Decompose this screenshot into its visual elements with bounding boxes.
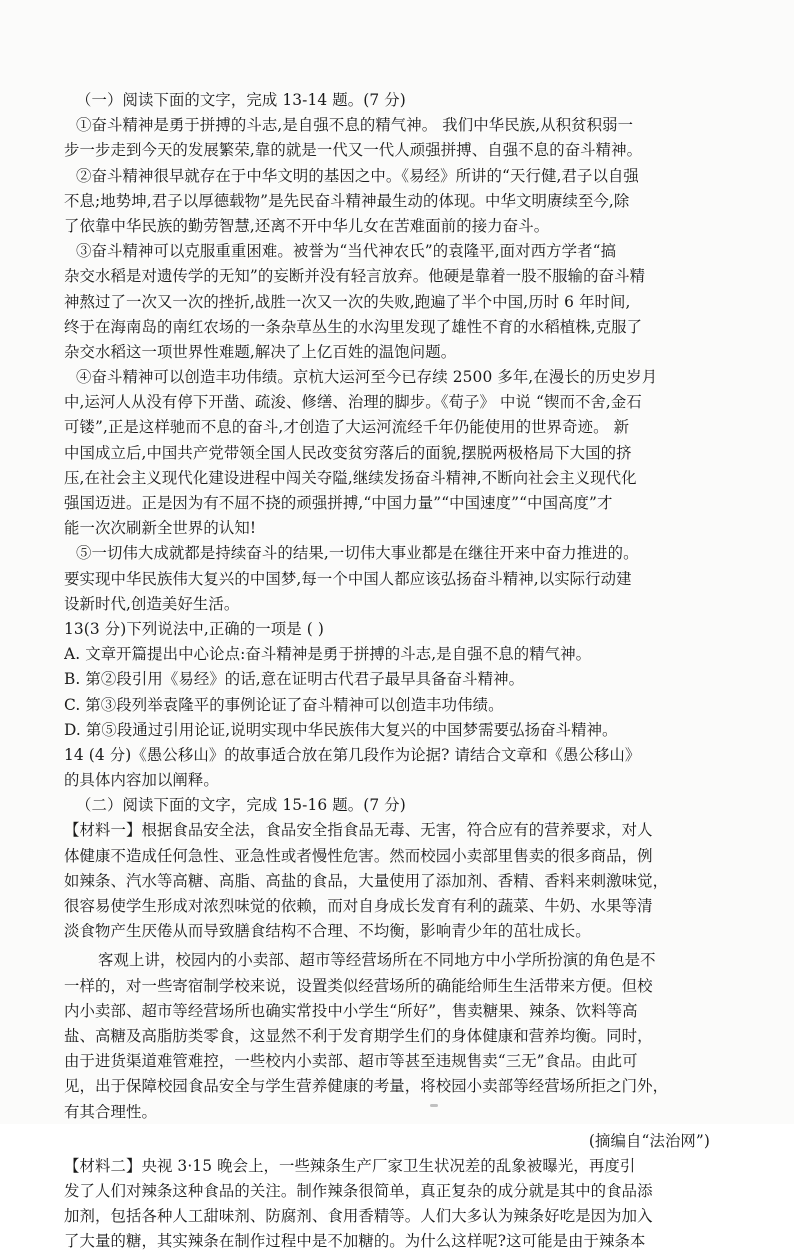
section2-heading: （二）阅读下面的文字，完成 15-16 题。(7 分) bbox=[76, 796, 406, 815]
question-14-line: 的具体内容加以阐释。 bbox=[64, 771, 219, 790]
material-line: 盐、高糖及高脂肪类零食，这显然不利于发育期学生们的身体健康和营养均衡。同时， bbox=[64, 1026, 653, 1045]
passage-line: ④奋斗精神可以创造丰功伟绩。京杭大运河至今已存续 2500 多年,在漫长的历史岁月 bbox=[76, 368, 658, 387]
passage-line: 了依靠中华民族的勤劳智慧,还离不开中华儿女在苦难面前的接力奋斗。 bbox=[64, 216, 550, 235]
passage-line: 可镂”,正是这样驰而不息的奋斗,才创造了大运河流经千年仍能使用的世界奇迹。 新 bbox=[64, 418, 630, 437]
passage-line: 步一步走到今天的发展繁荣,靠的就是一代又一代人顽强拼搏、自强不息的奋斗精神。 bbox=[64, 141, 643, 160]
material-line: 见，出于保障校园食品安全与学生营养健康的考量，将校园小卖部等经营场所拒之门外， bbox=[64, 1077, 669, 1096]
material-line: 发了人们对辣条这种食品的关注。制作辣条很简单，真正复杂的成分就是其中的食品添 bbox=[64, 1182, 653, 1201]
material-line: 了大量的糖，其实辣条在制作过程中是不加糖的。为什么这样呢?这可能是由于辣条本 bbox=[64, 1232, 646, 1251]
option-b: B. 第②段引用《易经》的话,意在证明古代君子最早具备奋斗精神。 bbox=[64, 670, 525, 689]
source-citation: (摘编自“法治网”) bbox=[588, 1131, 710, 1150]
material-line: 一样的，对一些寄宿制学校来说，设置类似经营场所的确能给师生生活带来方便。但校 bbox=[64, 976, 653, 995]
passage-line: 神熬过了一次又一次的挫折,战胜一次又一次的失败,跑遍了半个中国,历时 6 年时间, bbox=[64, 292, 631, 311]
passage-line: ②奋斗精神很早就存在于中华文明的基因之中。《易经》所讲的“天行健,君子以自强 bbox=[76, 166, 639, 185]
material-1 bbox=[64, 818, 714, 1153]
option-c: C. 第③段列举袁隆平的事例论证了奋斗精神可以创造丰功伟绩。 bbox=[64, 695, 504, 714]
passage-line: ⑤一切伟大成就都是持续奋斗的结果,一切伟大事业都是在继往开来中奋力推进的。 bbox=[76, 544, 639, 563]
passage-line: 中国成立后,中国共产党带领全国人民改变贫穷落后的面貌,摆脱两极格局下大国的挤 bbox=[64, 443, 632, 462]
passage-line: 杂交水稻是对遗传学的无知”的妄断并没有轻言放弃。他硬是靠着一股不服输的奋斗精 bbox=[64, 267, 646, 286]
material-line: 加剂，包括各种人工甜味剂、防腐剂、食用香精等。人们大多认为辣条好吃是因为加入 bbox=[64, 1207, 653, 1226]
material-line: 如辣条、汽水等高糖、高脂、高盐的食品，大量使用了添加剂、香精、香料来刺激味觉， bbox=[64, 871, 669, 890]
option-a: A. 文章开篇提出中心论点:奋斗精神是勇于拼搏的斗志,是自强不息的精气神。 bbox=[64, 645, 592, 664]
material-line: 客观上讲，校园内的小卖部、超市等经营场所在不同地方中小学所扮演的角色是不 bbox=[98, 951, 656, 970]
passage-line: ③奋斗精神可以克服重重困难。被誉为“当代神农氏”的袁隆平,面对西方学者“搞 bbox=[76, 242, 617, 261]
passage-line: 要实现中华民族伟大复兴的中国梦,每一个中国人都应该弘扬奋斗精神,以实际行动建 bbox=[64, 569, 632, 588]
material-line: 内小卖部、超市等经营场所也确实常投中小学生“所好”，售卖糖果、辣条、饮料等高 bbox=[64, 1001, 638, 1020]
passage-line: 终于在海南岛的南红农场的一条杂草丛生的水沟里发现了雄性不育的水稻植株,克服了 bbox=[64, 317, 643, 336]
question-13: 13(3 分)下列说法中,正确的一项是 ( ) bbox=[64, 619, 324, 638]
material-line: 【材料二】央视 3·15 晚会上，一些辣条生产厂家卫生状况差的乱象被曝光，再度引 bbox=[64, 1156, 636, 1175]
section1-passage bbox=[64, 113, 714, 617]
option-d: D. 第⑤段通过引用论证,说明实现中华民族伟大复兴的中国梦需要弘扬奋斗精神。 bbox=[64, 720, 618, 739]
material-line: 由于进货渠道难管难控，一些校内小卖部、超市等甚至违规售卖“三无”食品。由此可 bbox=[64, 1052, 638, 1071]
material-2 bbox=[64, 1154, 714, 1255]
material-line: 有其合理性。 bbox=[64, 1102, 157, 1121]
passage-line: 不息;地势坤,君子以厚德载物”是先民奋斗精神最生动的体现。中华文明赓续至今,除 bbox=[64, 191, 630, 210]
material-line: 很容易使学生形成对浓烈味觉的依赖，而对自身成长发育有利的蔬菜、牛奶、水果等清 bbox=[64, 897, 653, 915]
material-line: 【材料一】根据食品安全法，食品安全指食品无毒、无害，符合应有的营养要求，对人 bbox=[64, 821, 653, 840]
passage-line: 设新时代,创造美好生活。 bbox=[64, 594, 240, 613]
material-line: 淡食物产生厌倦从而导致膳食结构不合理、不均衡，影响青少年的茁壮成长。 bbox=[64, 922, 591, 941]
passage-line: 中,运河人从没有停下开凿、疏浚、修缮、治理的脚步。《荀子》 中说 “锲而不舍,金石 bbox=[64, 393, 642, 412]
passage-line: 能一次次刷新全世界的认知! bbox=[64, 519, 257, 538]
passage-line: ①奋斗精神是勇于拼搏的斗志,是自强不息的精气神。 我们中华民族,从积贫积弱一 bbox=[76, 116, 634, 135]
question-13-options bbox=[64, 642, 714, 743]
scan-smudge bbox=[430, 1104, 438, 1107]
material-line: 体健康不造成任何急性、亚急性或者慢性危害。然而校园小卖部里售卖的很多商品，例 bbox=[64, 846, 653, 865]
section1-heading: （一）阅读下面的文字，完成 13-14 题。(7 分) bbox=[76, 91, 406, 109]
question-14-line: 14 (4 分)《愚公移山》的故事适合放在第几段作为论据? 请结合文章和《愚公移山》 bbox=[64, 745, 641, 764]
passage-line: 强国迈进。正是因为有不屈不挠的顽强拼搏,“中国力量”“中国速度”“中国高度”才 bbox=[64, 494, 613, 512]
passage-line: 压,在社会主义现代化建设进程中闯关夺隘,继续发扬奋斗精神,不断向社会主义现代化 bbox=[64, 468, 637, 487]
passage-line: 杂交水稻这一项世界性难题,解决了上亿百姓的温饱问题。 bbox=[64, 342, 457, 361]
